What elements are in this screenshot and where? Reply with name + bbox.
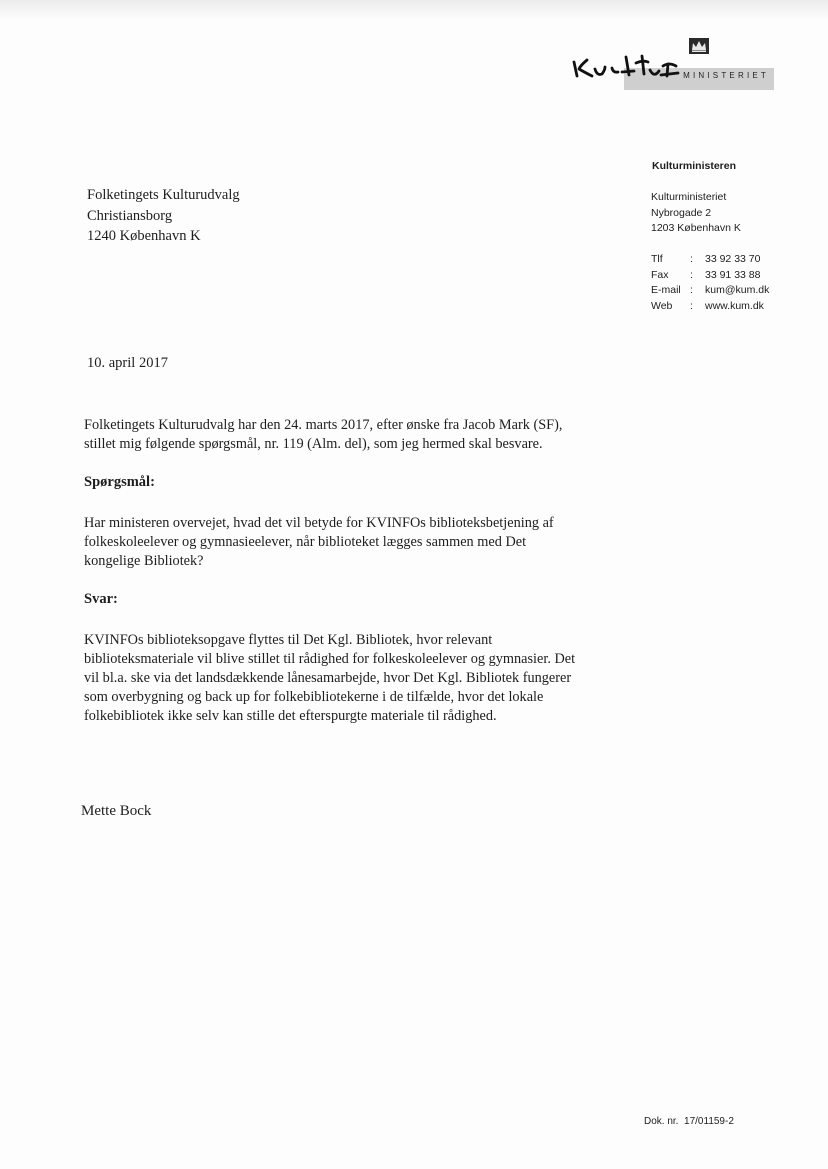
contact-separator: : bbox=[690, 268, 693, 281]
signature: Mette Bock bbox=[81, 803, 152, 819]
contact-email bbox=[651, 283, 769, 299]
document-number-label: Dok. nr. bbox=[644, 1116, 679, 1127]
contact-separator: : bbox=[690, 284, 693, 296]
contact-value: kum@kum.dk bbox=[705, 284, 770, 296]
crown-icon bbox=[689, 38, 709, 54]
recipient-line: Folketingets Kulturudvalg bbox=[87, 187, 240, 203]
letter-date: 10. april 2017 bbox=[87, 355, 168, 371]
contact-web bbox=[651, 299, 769, 315]
contact-details bbox=[651, 252, 769, 314]
logo-script-signature bbox=[568, 38, 774, 94]
answer-line: KVINFOs biblioteksopgave flyttes til Det Kgl. Bibliotek, hvor relevant bbox=[84, 632, 493, 648]
recipient-address bbox=[87, 185, 240, 247]
contact-separator: : bbox=[690, 253, 693, 265]
intro-paragraph bbox=[84, 416, 644, 454]
question-line: Har ministeren overvejet, hvad det vil betyde for KVINFOs biblioteksbetjening af bbox=[84, 515, 554, 531]
answer-line: biblioteksmateriale vil blive stillet til rådighed for folkeskoleelever og gymnasier. Det bbox=[84, 651, 576, 667]
contact-phone bbox=[651, 252, 769, 268]
answer-line: folkebibliotek ikke selv kan stille det efterspurgte materiale til rådighed. bbox=[84, 708, 497, 724]
sender-address-line: Kulturministeriet bbox=[651, 191, 727, 203]
contact-value: www.kum.dk bbox=[705, 299, 764, 312]
intro-line: Folketingets Kulturudvalg har den 24. marts 2017, efter ønske fra Jacob Mark (SF), bbox=[84, 417, 563, 433]
contact-label: Fax bbox=[651, 268, 669, 281]
answer-paragraph bbox=[84, 631, 644, 726]
contact-fax bbox=[651, 268, 769, 284]
kulturministeriet-logo bbox=[568, 38, 774, 94]
sender-title: Kulturministeren bbox=[652, 160, 737, 172]
sender-address-line: 1203 København K bbox=[651, 222, 741, 234]
question-heading: Spørgsmål: bbox=[84, 474, 155, 490]
contact-value: 33 92 33 70 bbox=[705, 253, 761, 265]
logo-subtitle: MINISTERIET bbox=[683, 71, 769, 80]
contact-separator: : bbox=[690, 299, 693, 312]
document-number bbox=[644, 1116, 734, 1127]
sender-address bbox=[651, 190, 741, 237]
answer-heading: Svar: bbox=[84, 591, 118, 607]
question-line: kongelige Bibliotek? bbox=[84, 553, 204, 569]
question-line: folkeskoleelever og gymnasieelever, når biblioteket lægges sammen med Det bbox=[84, 534, 527, 550]
contact-value: 33 91 33 88 bbox=[705, 268, 761, 281]
document-number-value: 17/01159-2 bbox=[684, 1116, 734, 1127]
question-paragraph bbox=[84, 514, 644, 571]
recipient-line: Christiansborg bbox=[87, 207, 173, 224]
recipient-line: 1240 København K bbox=[87, 228, 201, 244]
contact-label: E-mail bbox=[651, 284, 681, 296]
intro-line: stillet mig følgende spørgsmål, nr. 119 (Alm. del), som jeg hermed skal besvare. bbox=[84, 436, 543, 452]
answer-line: som overbygning og back up for folkebibliotekerne i de tilfælde, hvor det lokale bbox=[84, 689, 544, 705]
contact-label: Web bbox=[651, 299, 673, 312]
answer-line: vil bl.a. ske via det landsdækkende lånesamarbejde, hvor Det Kgl. Bibliotek fungerer bbox=[84, 670, 572, 686]
contact-label: Tlf bbox=[651, 253, 663, 265]
sender-address-line: Nybrogade 2 bbox=[651, 206, 712, 219]
scan-edge-shadow bbox=[0, 0, 828, 20]
